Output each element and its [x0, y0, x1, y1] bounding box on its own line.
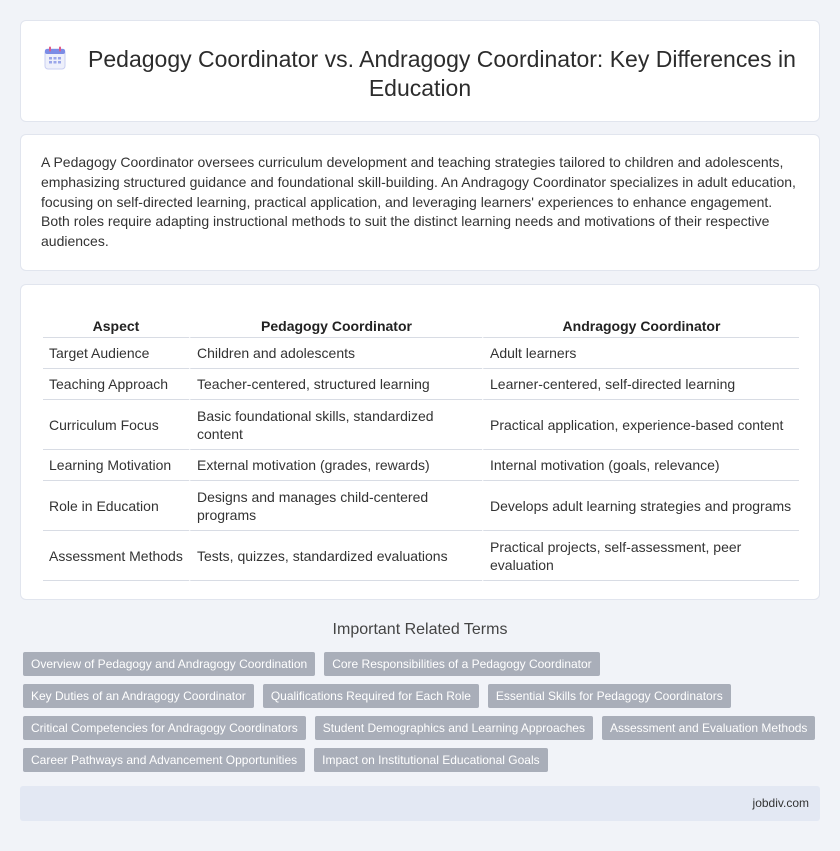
- related-term-tag[interactable]: Overview of Pedagogy and Andragogy Coordination: [23, 652, 315, 676]
- table-cell: Internal motivation (goals, relevance): [482, 450, 799, 481]
- table-row: [43, 400, 799, 450]
- header-card: [20, 20, 820, 122]
- table-row: [43, 338, 799, 369]
- table-cell: Practical projects, self-assessment, peer evaluation: [482, 531, 799, 581]
- tag-row: [23, 748, 823, 772]
- table-cell: Teaching Approach: [43, 369, 189, 400]
- table-header-pedagogy: Pedagogy Coordinator: [189, 313, 482, 338]
- comparison-table: [43, 313, 799, 581]
- page-title: Pedagogy Coordinator vs. Andragogy Coordinator: Key Differences in Education: [88, 46, 796, 101]
- table-cell: Designs and manages child-centered programs: [189, 481, 482, 531]
- table-cell: Develops adult learning strategies and programs: [482, 481, 799, 531]
- tag-row: [23, 716, 823, 740]
- related-term-tag[interactable]: Qualifications Required for Each Role: [263, 684, 479, 708]
- table-row: [43, 481, 799, 531]
- table-cell: External motivation (grades, rewards): [189, 450, 482, 481]
- related-term-tag[interactable]: Assessment and Evaluation Methods: [602, 716, 815, 740]
- table-cell: Basic foundational skills, standardized content: [189, 400, 482, 450]
- table-cell: Adult learners: [482, 338, 799, 369]
- table-row: [43, 369, 799, 400]
- table-cell: Target Audience: [43, 338, 189, 369]
- table-cell: Practical application, experience-based content: [482, 400, 799, 450]
- table-header-andragogy: Andragogy Coordinator: [482, 313, 799, 338]
- related-term-tag[interactable]: Key Duties of an Andragogy Coordinator: [23, 684, 254, 708]
- table-cell: Learner-centered, self-directed learning: [482, 369, 799, 400]
- table-cell: Learning Motivation: [43, 450, 189, 481]
- related-term-tag[interactable]: Core Responsibilities of a Pedagogy Coordinator: [324, 652, 599, 676]
- related-terms-title: Important Related Terms: [332, 621, 508, 638]
- document-icon: [44, 46, 66, 70]
- related-term-tag[interactable]: Impact on Institutional Educational Goals: [314, 748, 547, 772]
- table-cell: Curriculum Focus: [43, 400, 189, 450]
- related-term-tag[interactable]: Critical Competencies for Andragogy Coordinators: [23, 716, 306, 740]
- intro-paragraph: A Pedagogy Coordinator oversees curriculum development and teaching strategies tailored to children and adolescents, emphasizing structured guidance and foundational skill-building. An Andragogy Coordinator specializes in adult education, focusing on self-directed learning, practical application, and leveraging learners' experiences to enhance engagement. Both roles require adapting instructional methods to suit the distinct learning needs and motivations of their respective audiences.: [41, 154, 796, 250]
- footer-site-link[interactable]: jobdiv.com: [752, 796, 809, 810]
- related-term-tag[interactable]: Student Demographics and Learning Approaches: [315, 716, 593, 740]
- table-cell: Assessment Methods: [43, 531, 189, 581]
- related-terms-tags: [23, 652, 823, 780]
- intro-card: [20, 134, 820, 271]
- tag-row: [23, 652, 823, 676]
- related-term-tag[interactable]: Career Pathways and Advancement Opportunities: [23, 748, 305, 772]
- table-row: [43, 531, 799, 581]
- table-cell: Teacher-centered, structured learning: [189, 369, 482, 400]
- related-term-tag[interactable]: Essential Skills for Pedagogy Coordinators: [488, 684, 731, 708]
- table-cell: Children and adolescents: [189, 338, 482, 369]
- table-cell: Tests, quizzes, standardized evaluations: [189, 531, 482, 581]
- table-header-aspect: Aspect: [43, 313, 189, 338]
- header: [21, 45, 819, 103]
- tag-row: [23, 684, 823, 708]
- table-row: [43, 450, 799, 481]
- table-cell: Role in Education: [43, 481, 189, 531]
- table-header-row: [43, 313, 799, 338]
- footer: [20, 786, 820, 821]
- comparison-table-card: [20, 284, 820, 600]
